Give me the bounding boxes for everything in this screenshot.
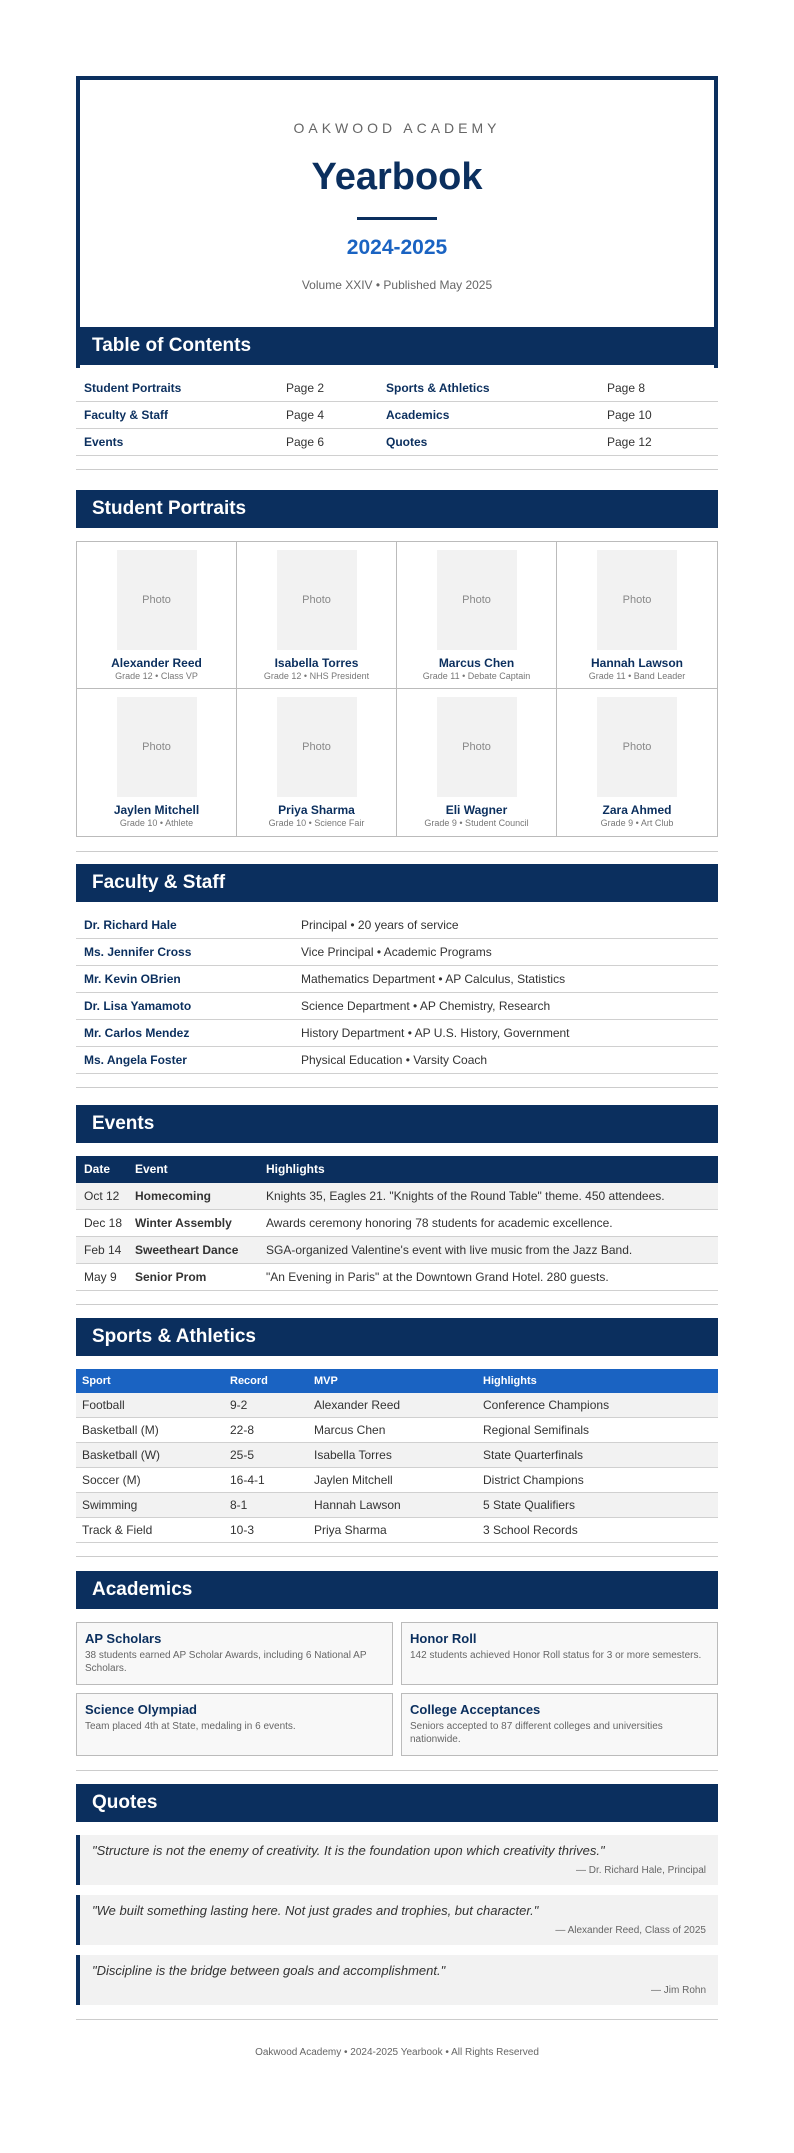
student-name: Zara Ahmed: [602, 803, 672, 817]
toc-heading: Table of Contents: [76, 327, 718, 365]
academic-card: [401, 1622, 718, 1685]
card-title: Science Olympiad: [85, 1702, 197, 1717]
academics-grid: [76, 1622, 718, 1756]
sport-highlights: District Champions: [483, 1473, 584, 1487]
event-highlights: Awards ceremony honoring 78 students for academic excellence.: [266, 1216, 613, 1230]
card-description: Team placed 4th at State, medaling in 6 events.: [85, 1721, 296, 1732]
student-name: Hannah Lawson: [590, 656, 683, 670]
column-header: Highlights: [483, 1375, 537, 1387]
sport-mvp: Hannah Lawson: [314, 1498, 401, 1512]
table-row: [76, 1468, 718, 1493]
event-highlights: SGA-organized Valentine's event with live music from the Jazz Band.: [266, 1243, 633, 1257]
event-name: Winter Assembly: [135, 1216, 232, 1230]
quote-block: [76, 1835, 718, 1885]
card-description: 38 students earned AP Scholar Awards, including 6 National AP Scholars.: [85, 1650, 367, 1674]
sport-name: Track & Field: [82, 1523, 153, 1537]
student-name: Jaylen Mitchell: [113, 803, 200, 817]
column-header: Highlights: [266, 1162, 325, 1176]
sport-highlights: State Quarterfinals: [483, 1448, 584, 1462]
faculty-role: Vice Principal • Academic Programs: [301, 945, 492, 959]
faculty-role: Principal • 20 years of service: [301, 918, 459, 932]
student-role: Grade 9 • Student Council: [424, 818, 529, 828]
section-divider: [76, 1087, 718, 1088]
photo-placeholder: Photo: [277, 697, 357, 797]
portrait-card: [237, 689, 397, 836]
portrait-card: [397, 689, 557, 836]
column-header: Date: [84, 1162, 111, 1176]
sport-highlights: Conference Champions: [483, 1398, 610, 1412]
student-name: Marcus Chen: [438, 656, 515, 670]
quotes-section: [76, 1784, 718, 2020]
sport-record: 16-4-1: [230, 1473, 265, 1487]
column-header: Record: [230, 1375, 268, 1387]
volume-info: Volume XXIV • Published May 2025: [301, 278, 493, 292]
sports-table-header: [76, 1369, 718, 1393]
toc-row: [76, 402, 718, 429]
portraits-section: [76, 490, 718, 852]
event-date: Oct 12: [84, 1189, 120, 1203]
student-role: Grade 11 • Band Leader: [588, 671, 686, 681]
student-name: Eli Wagner: [445, 803, 508, 817]
student-name: Priya Sharma: [278, 803, 355, 817]
faculty-name: Dr. Richard Hale: [84, 918, 177, 932]
toc-entry-page: Page 12: [607, 435, 652, 449]
quote-text: "Discipline is the bridge between goals and accomplishment.": [92, 1963, 446, 1978]
sport-mvp: Alexander Reed: [314, 1398, 401, 1412]
toc-entry-title[interactable]: Academics: [386, 408, 450, 422]
academic-card: [401, 1693, 718, 1756]
event-name: Senior Prom: [135, 1270, 207, 1284]
portrait-card: [397, 542, 557, 689]
photo-placeholder: Photo: [597, 697, 677, 797]
photo-placeholder: Photo: [117, 697, 197, 797]
sport-name: Football: [82, 1398, 125, 1412]
academic-card: [76, 1693, 393, 1756]
faculty-name: Mr. Carlos Mendez: [84, 1026, 190, 1040]
event-date: Feb 14: [84, 1243, 122, 1257]
portrait-card: [557, 689, 717, 836]
faculty-role: History Department • AP U.S. History, Government: [301, 1026, 570, 1040]
section-divider: [76, 1304, 718, 1305]
table-row: [76, 1443, 718, 1468]
toc-entry-page: Page 2: [286, 381, 325, 395]
event-name: Sweetheart Dance: [135, 1243, 239, 1257]
sports-section: [76, 1318, 718, 1557]
events-section: [76, 1105, 718, 1305]
student-role: Grade 10 • Science Fair: [268, 818, 365, 828]
event-highlights: Knights 35, Eagles 21. "Knights of the Round Table" theme. 450 attendees.: [266, 1189, 665, 1203]
quote-block: [76, 1895, 718, 1945]
academics-section: [76, 1571, 718, 1771]
card-title: College Acceptances: [410, 1702, 541, 1717]
events-table-header: [76, 1156, 718, 1183]
section-divider: [76, 1770, 718, 1771]
section-divider: [76, 851, 718, 852]
faculty-role: Physical Education • Varsity Coach: [301, 1053, 488, 1067]
card-title: Honor Roll: [410, 1631, 477, 1646]
card-title: AP Scholars: [85, 1631, 162, 1646]
sport-record: 9-2: [230, 1398, 248, 1412]
quote-author: — Alexander Reed, Class of 2025: [555, 1925, 706, 1936]
faculty-section: [76, 864, 718, 1088]
sport-mvp: Jaylen Mitchell: [314, 1473, 393, 1487]
school-name: OAKWOOD ACADEMY: [293, 120, 501, 136]
events-heading: Events: [76, 1105, 718, 1143]
table-row: [76, 1393, 718, 1418]
column-header: MVP: [314, 1375, 338, 1387]
quote-text: "Structure is not the enemy of creativity. It is the foundation upon which creativity thrives.": [92, 1843, 605, 1858]
quotes-heading: Quotes: [76, 1784, 718, 1822]
toc-entry-page: Page 10: [607, 408, 652, 422]
table-row: [76, 1418, 718, 1443]
photo-placeholder: Photo: [277, 550, 357, 650]
photo-placeholder: Photo: [437, 550, 517, 650]
academic-card: [76, 1622, 393, 1685]
sport-name: Basketball (M): [82, 1423, 159, 1437]
section-divider: [76, 1556, 718, 1557]
toc-row: [76, 375, 718, 402]
faculty-heading: Faculty & Staff: [76, 864, 718, 902]
photo-placeholder: Photo: [437, 697, 517, 797]
sport-mvp: Isabella Torres: [314, 1448, 392, 1462]
table-row: [76, 1183, 718, 1210]
faculty-role: Mathematics Department • AP Calculus, Statistics: [301, 972, 566, 986]
event-name: Homecoming: [135, 1189, 212, 1203]
sport-highlights: 3 School Records: [483, 1523, 578, 1537]
sport-name: Basketball (W): [82, 1448, 161, 1462]
faculty-role: Science Department • AP Chemistry, Research: [301, 999, 551, 1013]
card-description: 142 students achieved Honor Roll status for 3 or more semesters.: [410, 1650, 702, 1661]
page-footer: Oakwood Academy • 2024-2025 Yearbook • All Rights Reserved: [255, 2047, 539, 2058]
sport-record: 22-8: [230, 1423, 255, 1437]
column-header: Event: [135, 1162, 168, 1176]
quote-author: — Jim Rohn: [650, 1985, 706, 1996]
toc-entry-page: Page 8: [607, 381, 646, 395]
portrait-card: [237, 542, 397, 689]
table-row: [76, 1264, 718, 1291]
photo-placeholder: Photo: [117, 550, 197, 650]
toc-entry-title[interactable]: Faculty & Staff: [84, 408, 169, 422]
cover-panel: [76, 76, 718, 368]
toc-entry-title[interactable]: Student Portraits: [84, 381, 182, 395]
sport-highlights: 5 State Qualifiers: [483, 1498, 576, 1512]
column-header: Sport: [82, 1375, 111, 1387]
sport-name: Swimming: [82, 1498, 138, 1512]
student-role: Grade 10 • Athlete: [119, 818, 194, 828]
faculty-name: Ms. Angela Foster: [84, 1053, 187, 1067]
table-row: [76, 1237, 718, 1264]
section-divider: [76, 2019, 718, 2020]
student-role: Grade 12 • Class VP: [115, 671, 198, 681]
faculty-row: [76, 912, 718, 939]
sport-highlights: Regional Semifinals: [483, 1423, 590, 1437]
table-row: [76, 1210, 718, 1237]
portrait-card: [77, 542, 237, 689]
toc-entry-page: Page 6: [286, 435, 325, 449]
card-description: Seniors accepted to 87 different colleges and universities nationwide.: [410, 1721, 663, 1745]
toc-entry-title[interactable]: Events: [84, 435, 124, 449]
portrait-grid: [76, 541, 718, 837]
faculty-name: Dr. Lisa Yamamoto: [84, 999, 192, 1013]
sport-mvp: Marcus Chen: [314, 1423, 386, 1437]
toc-row: [76, 429, 718, 456]
quote-text: "We built something lasting here. Not just grades and trophies, but character.": [92, 1903, 539, 1918]
faculty-row: [76, 993, 718, 1020]
sport-record: 25-5: [230, 1448, 255, 1462]
student-role: Grade 9 • Art Club: [600, 818, 674, 828]
photo-placeholder: Photo: [597, 550, 677, 650]
toc-entry-page: Page 4: [286, 408, 325, 422]
student-name: Isabella Torres: [274, 656, 359, 670]
student-role: Grade 12 • NHS President: [263, 671, 370, 681]
academics-heading: Academics: [76, 1571, 718, 1609]
portrait-card: [557, 542, 717, 689]
sport-name: Soccer (M): [82, 1473, 141, 1487]
event-date: Dec 18: [84, 1216, 123, 1230]
toc-section: [76, 327, 718, 470]
quote-author: — Dr. Richard Hale, Principal: [575, 1865, 706, 1876]
portraits-heading: Student Portraits: [76, 490, 718, 528]
sports-heading: Sports & Athletics: [76, 1318, 718, 1356]
sport-record: 10-3: [230, 1523, 255, 1537]
toc-entry-title[interactable]: Sports & Athletics: [386, 381, 490, 395]
student-role: Grade 11 • Debate Captain: [422, 671, 531, 681]
quote-block: [76, 1955, 718, 2005]
faculty-row: [76, 1047, 718, 1074]
sport-record: 8-1: [230, 1498, 248, 1512]
student-name: Alexander Reed: [111, 656, 202, 670]
table-row: [76, 1493, 718, 1518]
event-highlights: "An Evening in Paris" at the Downtown Grand Hotel. 280 guests.: [266, 1270, 609, 1284]
event-date: May 9: [84, 1270, 117, 1284]
school-year: 2024-2025: [346, 236, 448, 259]
faculty-row: [76, 1020, 718, 1047]
toc-entry-title[interactable]: Quotes: [386, 435, 428, 449]
table-row: [76, 1518, 718, 1543]
faculty-row: [76, 966, 718, 993]
faculty-name: Mr. Kevin OBrien: [84, 972, 181, 986]
sport-mvp: Priya Sharma: [314, 1523, 387, 1537]
yearbook-title: Yearbook: [311, 156, 483, 198]
title-divider: [357, 217, 437, 220]
portrait-card: [77, 689, 237, 836]
faculty-name: Ms. Jennifer Cross: [84, 945, 192, 959]
section-divider: [76, 469, 718, 470]
faculty-row: [76, 939, 718, 966]
